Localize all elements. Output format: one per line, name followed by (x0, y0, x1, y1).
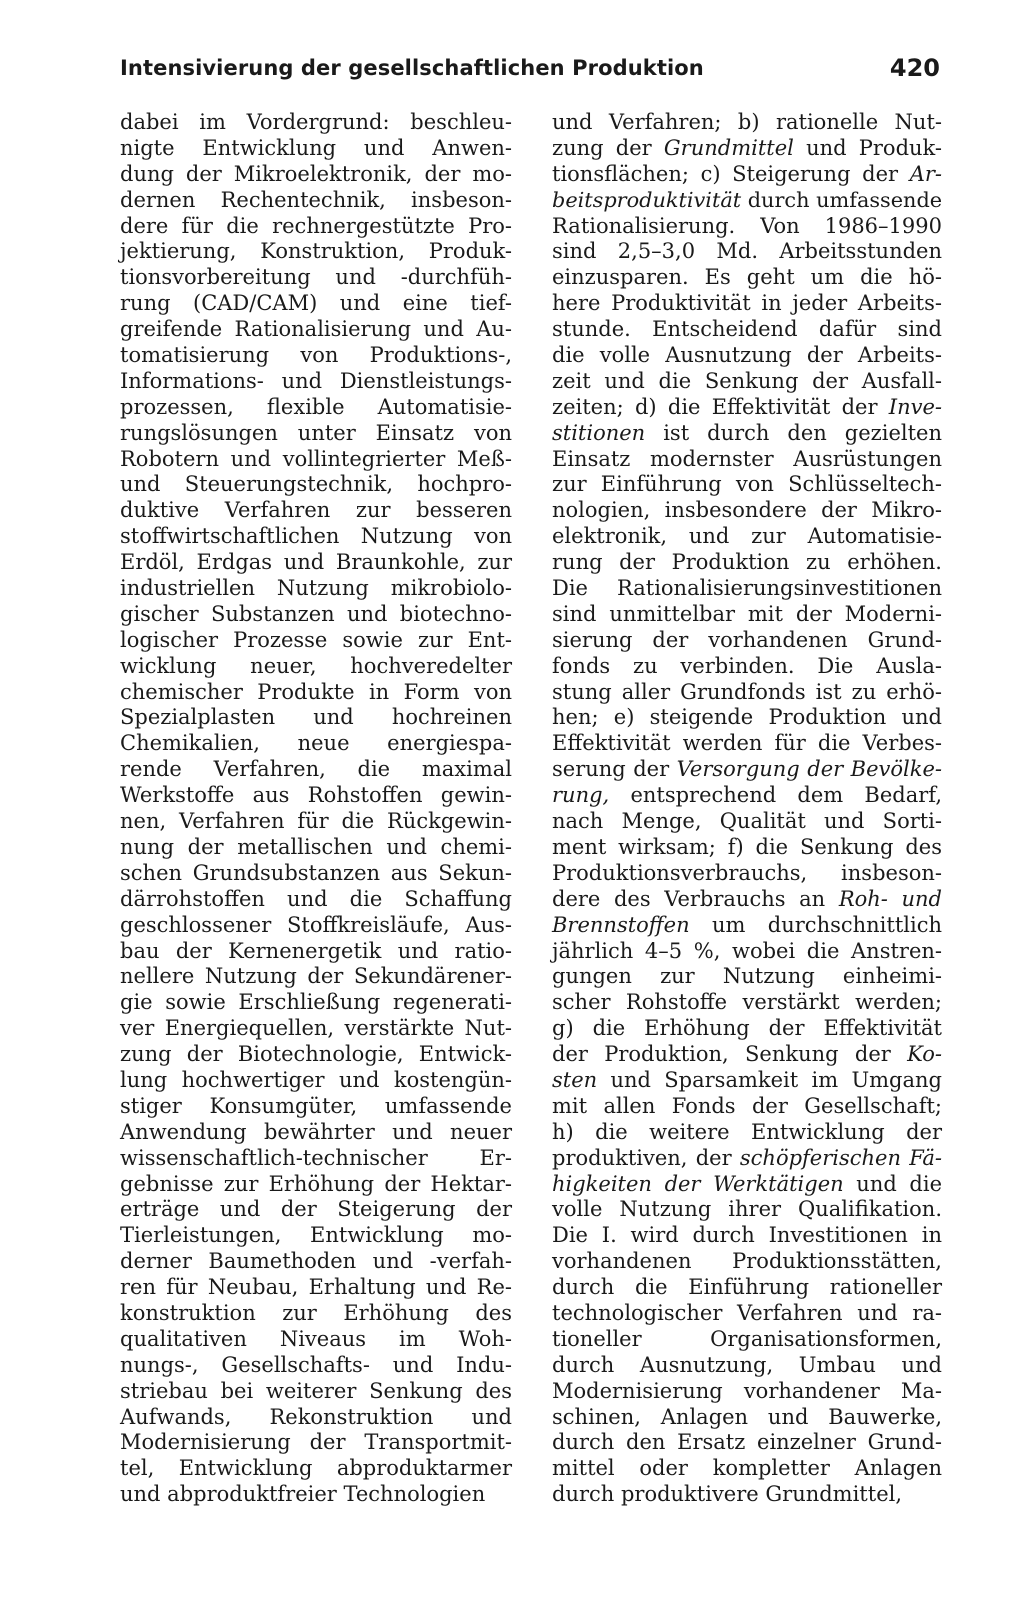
text-segment: nen, Verfahren für die Rückgewin- (120, 809, 512, 834)
text-segment: hen; e) steigende Produktion und (552, 705, 942, 730)
text-line (120, 1275, 512, 1301)
text-line (552, 1068, 942, 1094)
text-line (120, 1016, 512, 1042)
text-line (120, 602, 512, 628)
text-line (552, 421, 942, 447)
italic-term: Roh- und (838, 886, 942, 911)
text-line (120, 731, 512, 757)
text-segment: därrohstoffen und die Schaffung (120, 886, 512, 911)
text-segment: zur Einführung von Schlüsseltech- (552, 472, 942, 497)
text-line (552, 395, 942, 421)
text-segment: Effektivität werden für die Verbes- (552, 731, 942, 756)
text-segment: um durchschnittlich (689, 912, 942, 937)
text-line (120, 1327, 512, 1353)
text-line (552, 343, 942, 369)
text-line (120, 1146, 512, 1172)
text-line (120, 1430, 512, 1456)
text-line (552, 1016, 942, 1042)
text-segment: technologischer Verfahren und ra- (552, 1300, 942, 1325)
text-segment: Erdöl, Erdgas und Braunkohle, zur (120, 550, 512, 575)
text-segment: Aufwands, Rekonstruktion und (120, 1404, 512, 1429)
text-line (120, 809, 512, 835)
text-line (552, 498, 942, 524)
text-segment: ren für Neubau, Erhaltung und Re- (120, 1275, 512, 1300)
text-segment: tel, Entwicklung abproduktarmer (120, 1456, 512, 1481)
text-segment: sind unmittelbar mit der Moderni- (552, 601, 942, 626)
text-segment: elektronik, und zur Automatisie- (552, 524, 942, 549)
text-line (552, 162, 942, 188)
text-segment: here Produktivität in jeder Arbeits- (552, 291, 942, 316)
text-segment: zeiten; d) die Effektivität der (552, 394, 889, 419)
text-line (552, 1172, 942, 1198)
text-line (120, 421, 512, 447)
text-segment: schen Grundsubstanzen aus Sekun- (120, 860, 512, 885)
text-segment: ist durch den gezielten (645, 420, 942, 445)
text-line (120, 1482, 512, 1508)
text-segment: greifende Rationalisierung und Au- (120, 317, 512, 342)
text-segment: Informations- und Dienstleistungs- (120, 368, 512, 393)
text-segment: gungen zur Nutzung einheimi- (552, 964, 942, 989)
text-segment: logischer Prozesse sowie zur Ent- (120, 627, 512, 652)
text-segment: Modernisierung der Transportmit- (120, 1430, 512, 1455)
text-segment: h) die weitere Entwicklung der (552, 1119, 942, 1144)
text-line (552, 110, 942, 136)
text-segment: und die (843, 1171, 942, 1196)
text-segment: jektierung, Konstruktion, Produk- (120, 239, 512, 264)
text-segment: Robotern und vollintegrierter Meß- (120, 446, 512, 471)
text-segment: nungs-, Gesellschafts- und Indu- (120, 1352, 512, 1377)
text-line (552, 809, 942, 835)
text-line (120, 1223, 512, 1249)
text-segment: gischer Substanzen und biotechno- (120, 601, 512, 626)
text-line (120, 1353, 512, 1379)
text-segment: jährlich 4–5 %, wobei die Anstren- (552, 938, 942, 963)
text-line (120, 162, 512, 188)
text-segment: serung der (552, 757, 677, 782)
text-segment: geschlossener Stoffkreisläufe, Aus- (120, 912, 512, 937)
text-segment: dung der Mikroelektronik, der mo- (120, 161, 512, 186)
text-line (120, 447, 512, 473)
italic-term: sten (552, 1067, 598, 1092)
text-segment: sierung der vorhandenen Grund- (552, 627, 942, 652)
text-line (120, 887, 512, 913)
text-segment: entsprechend dem Bedarf, (609, 783, 942, 808)
text-segment: Die Rationalisierungsinvestitionen (552, 576, 942, 601)
text-segment: nung der metallischen und chemi- (120, 834, 512, 859)
text-segment: erträge und der Steigerung der (120, 1197, 512, 1222)
text-segment: prozessen, flexible Automatisie- (120, 394, 512, 419)
text-line (552, 1042, 942, 1068)
text-line (120, 1301, 512, 1327)
text-segment: und Steuerungstechnik, hochpro- (120, 472, 512, 497)
text-segment: derner Baumethoden und -verfah- (120, 1249, 512, 1274)
text-segment: rende Verfahren, die maximal (120, 757, 512, 782)
text-segment: vorhandenen Produktionsstätten, (552, 1249, 942, 1274)
text-line (552, 913, 942, 939)
text-line (552, 524, 942, 550)
text-segment: und Sparsamkeit im Umgang (597, 1067, 942, 1092)
text-line (120, 472, 512, 498)
text-line (120, 654, 512, 680)
italic-term: schöpferischen Fä- (739, 1145, 942, 1170)
text-segment: Tierleistungen, Entwicklung mo- (120, 1223, 512, 1248)
italic-term: higkeiten der Werktätigen (552, 1171, 844, 1196)
text-line (552, 1275, 942, 1301)
text-segment: stoffwirtschaftlichen Nutzung von (120, 524, 512, 549)
text-line (552, 369, 942, 395)
text-segment: rungslösungen unter Einsatz von (120, 420, 512, 445)
text-line (120, 1172, 512, 1198)
text-line (552, 136, 942, 162)
text-segment: stiger Konsumgüter, umfassende (120, 1093, 512, 1118)
text-line (120, 1042, 512, 1068)
text-line (552, 291, 942, 317)
text-line (552, 628, 942, 654)
text-segment: rung der Produktion zu erhöhen. (552, 550, 942, 575)
text-column-left (120, 110, 512, 1508)
text-segment: Modernisierung vorhandener Ma- (552, 1378, 942, 1403)
text-segment: der Produktion, Senkung der (552, 1042, 908, 1067)
text-segment: stunde. Entscheidend dafür sind (552, 317, 942, 342)
text-segment: dabei im Vordergrund: beschleu- (120, 110, 512, 134)
text-segment: und Verfahren; b) rationelle Nut- (552, 110, 942, 134)
text-line (552, 239, 942, 265)
text-line (120, 291, 512, 317)
text-line (552, 1353, 942, 1379)
text-line (552, 1120, 942, 1146)
italic-term: stitionen (552, 420, 646, 445)
text-line (552, 265, 942, 291)
text-segment: stung aller Grundfonds ist zu erhö- (552, 679, 942, 704)
text-line (120, 835, 512, 861)
text-line (120, 1197, 512, 1223)
text-segment: tionsflächen; c) Steigerung der (552, 161, 910, 186)
text-line (120, 1094, 512, 1120)
text-line (120, 783, 512, 809)
text-segment: nellere Nutzung der Sekundärener- (120, 964, 512, 989)
text-segment: tomatisierung von Produktions-, (120, 343, 512, 368)
text-segment: produktiven, der (552, 1145, 740, 1170)
text-segment: rung (CAD/CAM) und eine tief- (120, 291, 512, 316)
italic-term: Versorgung der Bevölke- (676, 757, 942, 782)
text-line (552, 576, 942, 602)
text-line (552, 887, 942, 913)
text-line (552, 990, 942, 1016)
text-segment: durch produktivere Grundmittel, (552, 1482, 903, 1507)
text-line (552, 1249, 942, 1275)
text-line (552, 783, 942, 809)
text-segment: Einsatz modernster Ausrüstungen (552, 446, 942, 471)
text-segment: durch Ausnutzung, Umbau und (552, 1352, 942, 1377)
text-segment: Produktionsverbrauchs, insbeson- (552, 860, 942, 885)
text-segment: wissenschaftlich-technischer Er- (120, 1145, 512, 1170)
text-line (120, 265, 512, 291)
text-segment: Anwendung bewährter und neuer (120, 1119, 512, 1144)
text-line (120, 628, 512, 654)
text-segment: Die I. wird durch Investitionen in (552, 1223, 942, 1248)
text-segment: einzusparen. Es geht um die hö- (552, 265, 942, 290)
text-line (120, 964, 512, 990)
text-segment: dere des Verbrauchs an (552, 886, 839, 911)
text-line (552, 1223, 942, 1249)
text-segment: nigte Entwicklung und Anwen- (120, 135, 512, 160)
text-line (120, 1456, 512, 1482)
text-column-right (552, 110, 942, 1508)
text-segment: ver Energiequellen, verstärkte Nut- (120, 1016, 512, 1041)
text-line (552, 214, 942, 240)
text-line (120, 1120, 512, 1146)
italic-term: Inve- (888, 394, 942, 419)
text-line (552, 472, 942, 498)
text-segment: g) die Erhöhung der Effektivität (552, 1016, 942, 1041)
italic-term: Grundmittel (663, 135, 794, 160)
text-line (552, 861, 942, 887)
text-segment: fonds zu verbinden. Die Ausla- (552, 653, 942, 678)
text-line (552, 1197, 942, 1223)
text-line (552, 1301, 942, 1327)
text-segment: nologien, insbesondere der Mikro- (552, 498, 942, 523)
text-line (120, 990, 512, 1016)
text-segment: tionsvorbereitung und -durchfüh- (120, 265, 512, 290)
text-segment: sind 2,5–3,0 Md. Arbeitsstunden (552, 239, 942, 264)
text-line (120, 317, 512, 343)
text-segment: mit allen Fonds der Gesellschaft; (552, 1093, 942, 1118)
text-segment: striebau bei weiterer Senkung des (120, 1378, 512, 1403)
text-line (120, 395, 512, 421)
text-line (120, 110, 512, 136)
text-segment: und Produk- (793, 135, 942, 160)
text-line (120, 1405, 512, 1431)
text-line (552, 835, 942, 861)
text-line (552, 964, 942, 990)
text-segment: bau der Kernenergetik und ratio- (120, 938, 512, 963)
text-segment: durch die Einführung rationeller (552, 1275, 942, 1300)
text-line (120, 524, 512, 550)
text-segment: schinen, Anlagen und Bauwerke, (552, 1404, 942, 1429)
text-segment: zung der Biotechnologie, Entwick- (120, 1042, 512, 1067)
page-header (120, 52, 940, 92)
text-segment: Chemikalien, neue energiespa- (120, 731, 512, 756)
text-segment: Rationalisierung. Von 1986–1990 (552, 213, 942, 238)
text-segment: qualitativen Niveaus im Woh- (120, 1326, 512, 1351)
text-segment: wicklung neuer, hochveredelter (120, 653, 512, 678)
running-head-title: Intensivierung der gesellschaftlichen Produktion (120, 56, 704, 80)
text-line (552, 1379, 942, 1405)
text-line (552, 731, 942, 757)
text-line (120, 939, 512, 965)
text-line (552, 654, 942, 680)
text-line (552, 1327, 942, 1353)
text-line (552, 550, 942, 576)
text-segment: dernen Rechentechnik, insbeson- (120, 187, 512, 212)
text-segment: durch umfassende (741, 187, 943, 212)
text-line (552, 705, 942, 731)
text-segment: dere für die rechnergestützte Pro- (120, 213, 512, 238)
text-segment: durch den Ersatz einzelner Grund- (552, 1430, 942, 1455)
text-line (120, 214, 512, 240)
text-segment: gie sowie Erschließung regenerati- (120, 990, 512, 1015)
text-segment: chemischer Produkte in Form von (120, 679, 512, 704)
text-line (120, 757, 512, 783)
text-line (120, 861, 512, 887)
italic-term: Ko- (907, 1042, 942, 1067)
text-segment: zeit und die Senkung der Ausfall- (552, 368, 942, 393)
text-line (120, 680, 512, 706)
text-line (120, 1379, 512, 1405)
text-line (552, 1456, 942, 1482)
text-segment: Werkstoffe aus Rohstoffen gewin- (120, 783, 512, 808)
text-line (120, 188, 512, 214)
text-line (552, 1146, 942, 1172)
text-line (120, 136, 512, 162)
text-line (120, 498, 512, 524)
text-segment: zung der (552, 135, 664, 160)
text-segment: ment wirksam; f) die Senkung des (552, 834, 942, 859)
text-line (120, 1068, 512, 1094)
text-segment: nach Menge, Qualität und Sorti- (552, 809, 942, 834)
text-segment: tioneller Organisationsformen, (552, 1326, 942, 1351)
text-segment: volle Nutzung ihrer Qualifikation. (552, 1197, 942, 1222)
text-line (552, 447, 942, 473)
text-line (552, 188, 942, 214)
text-segment: scher Rohstoffe verstärkt werden; (552, 990, 942, 1015)
text-line (120, 239, 512, 265)
text-segment: und abproduktfreier Technologien (120, 1482, 486, 1507)
text-line (552, 1405, 942, 1431)
text-segment: duktive Verfahren zur besseren (120, 498, 512, 523)
text-line (552, 1094, 942, 1120)
text-line (120, 1249, 512, 1275)
text-line (120, 705, 512, 731)
text-segment: industriellen Nutzung mikrobiolo- (120, 576, 512, 601)
text-segment: die volle Ausnutzung der Arbeits- (552, 343, 942, 368)
text-line (552, 939, 942, 965)
italic-term: Ar- (909, 161, 942, 186)
text-line (120, 550, 512, 576)
italic-term: beitsproduktivität (552, 187, 742, 212)
text-line (120, 369, 512, 395)
text-line (552, 317, 942, 343)
italic-term: rung, (552, 783, 610, 808)
text-line (552, 1430, 942, 1456)
text-line (552, 757, 942, 783)
text-line (120, 343, 512, 369)
page-number: 420 (889, 54, 940, 82)
text-line (552, 1482, 942, 1508)
text-line (120, 913, 512, 939)
italic-term: Brennstoffen (552, 912, 690, 937)
text-segment: konstruktion zur Erhöhung des (120, 1300, 512, 1325)
text-segment: Spezialplasten und hochreinen (120, 705, 512, 730)
text-line (552, 680, 942, 706)
text-segment: mittel oder kompletter Anlagen (552, 1456, 942, 1481)
text-segment: gebnisse zur Erhöhung der Hektar- (120, 1171, 512, 1196)
text-line (120, 576, 512, 602)
text-segment: lung hochwertiger und kostengün- (120, 1067, 512, 1092)
text-line (552, 602, 942, 628)
